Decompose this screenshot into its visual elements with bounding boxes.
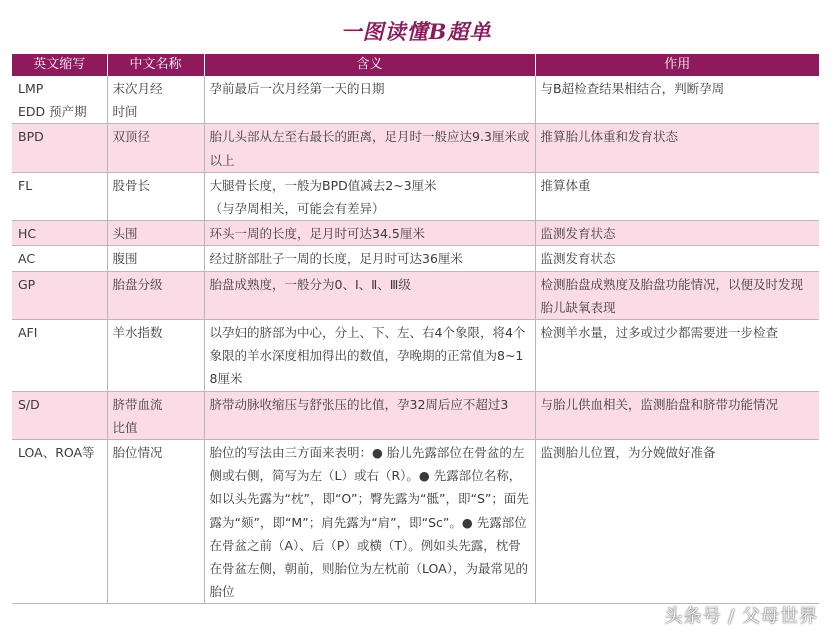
cell-meaning: 胎儿头部从左至右最长的距离，足月时一般应达9.3厘米或以上 [204, 124, 535, 172]
cell-meaning: 脐带动脉收缩压与舒张压的比值，孕32周后应不超过3 [204, 391, 535, 439]
cell-abbreviation: AFI [12, 320, 107, 392]
table-row [12, 246, 819, 271]
header-abbreviation: 英文缩写 [12, 54, 107, 76]
cell-purpose: 监测胎儿位置，为分娩做好准备 [535, 440, 819, 604]
table-row [12, 271, 819, 319]
ultrasound-table [12, 54, 819, 604]
cell-purpose: 与B超检查结果相结合，判断孕周 [535, 76, 819, 124]
cell-abbreviation: S/D [12, 391, 107, 439]
cell-chinese-name: 腹围 [107, 246, 204, 271]
cell-chinese-name: 双顶径 [107, 124, 204, 172]
cell-abbreviation: LMP EDD 预产期 [12, 76, 107, 124]
cell-meaning: 孕前最后一次月经第一天的日期 [204, 76, 535, 124]
cell-meaning: 大腿骨长度，一般为BPD值减去2~3厘米 （与孕周相关，可能会有差异） [204, 172, 535, 220]
cell-purpose: 推算胎儿体重和发育状态 [535, 124, 819, 172]
cell-chinese-name: 脐带血流 比值 [107, 391, 204, 439]
cell-purpose: 检测羊水量，过多或过少都需要进一步检查 [535, 320, 819, 392]
table-row [12, 172, 819, 220]
cell-chinese-name: 头围 [107, 221, 204, 246]
cell-meaning: 经过脐部肚子一周的长度，足月时可达36厘米 [204, 246, 535, 271]
cell-abbreviation: LOA、ROA等 [12, 440, 107, 604]
cell-chinese-name: 胎盘分级 [107, 271, 204, 319]
table-row [12, 320, 819, 392]
cell-purpose: 监测发育状态 [535, 221, 819, 246]
table-row [12, 391, 819, 439]
cell-meaning: 以孕妇的脐部为中心，分上、下、左、右4个象限，将4个象限的羊水深度相加得出的数值，孕晚期的正常值为8~18厘米 [204, 320, 535, 392]
cell-chinese-name: 羊水指数 [107, 320, 204, 392]
cell-meaning: 胎盘成熟度，一般分为0、Ⅰ、Ⅱ、Ⅲ级 [204, 271, 535, 319]
header-meaning: 含义 [204, 54, 535, 76]
cell-meaning: 环头一周的长度，足月时可达34.5厘米 [204, 221, 535, 246]
cell-meaning: 胎位的写法由三方面来表明：● 胎儿先露部位在骨盆的左侧或右侧，简写为左（L）或右（R）。● 先露部位名称，如以头先露为“枕”，即“O”；臀先露为“骶”，即“S”；面先露为“颏”，即“M”；肩先露为“肩”，即“Sc”。● 先露部位在骨盆之前（A）、后（P）或横（T）。例如头先露，枕骨在骨盆左侧，朝前，则胎位为左枕前（LOA），为最常见的胎位 [204, 440, 535, 604]
table-header-row [12, 54, 819, 76]
table-row [12, 440, 819, 604]
cell-purpose: 监测发育状态 [535, 246, 819, 271]
page-title: 一图读懂B超单 [340, 19, 492, 44]
table-row [12, 221, 819, 246]
cell-purpose: 推算体重 [535, 172, 819, 220]
table-row [12, 124, 819, 172]
cell-chinese-name: 胎位情况 [107, 440, 204, 604]
cell-chinese-name: 股骨长 [107, 172, 204, 220]
watermark: 头条号 / 父母世界 [664, 606, 818, 627]
cell-abbreviation: HC [12, 221, 107, 246]
cell-purpose: 与胎儿供血相关，监测胎盘和脐带功能情况 [535, 391, 819, 439]
cell-abbreviation: BPD [12, 124, 107, 172]
header-purpose: 作用 [535, 54, 819, 76]
cell-abbreviation: FL [12, 172, 107, 220]
cell-abbreviation: AC [12, 246, 107, 271]
table-body [12, 76, 819, 604]
header-chinese-name: 中文名称 [107, 54, 204, 76]
cell-abbreviation: GP [12, 271, 107, 319]
cell-chinese-name: 末次月经 时间 [107, 76, 204, 124]
table-row [12, 76, 819, 124]
cell-purpose: 检测胎盘成熟度及胎盘功能情况，以便及时发现胎儿缺氧表现 [535, 271, 819, 319]
